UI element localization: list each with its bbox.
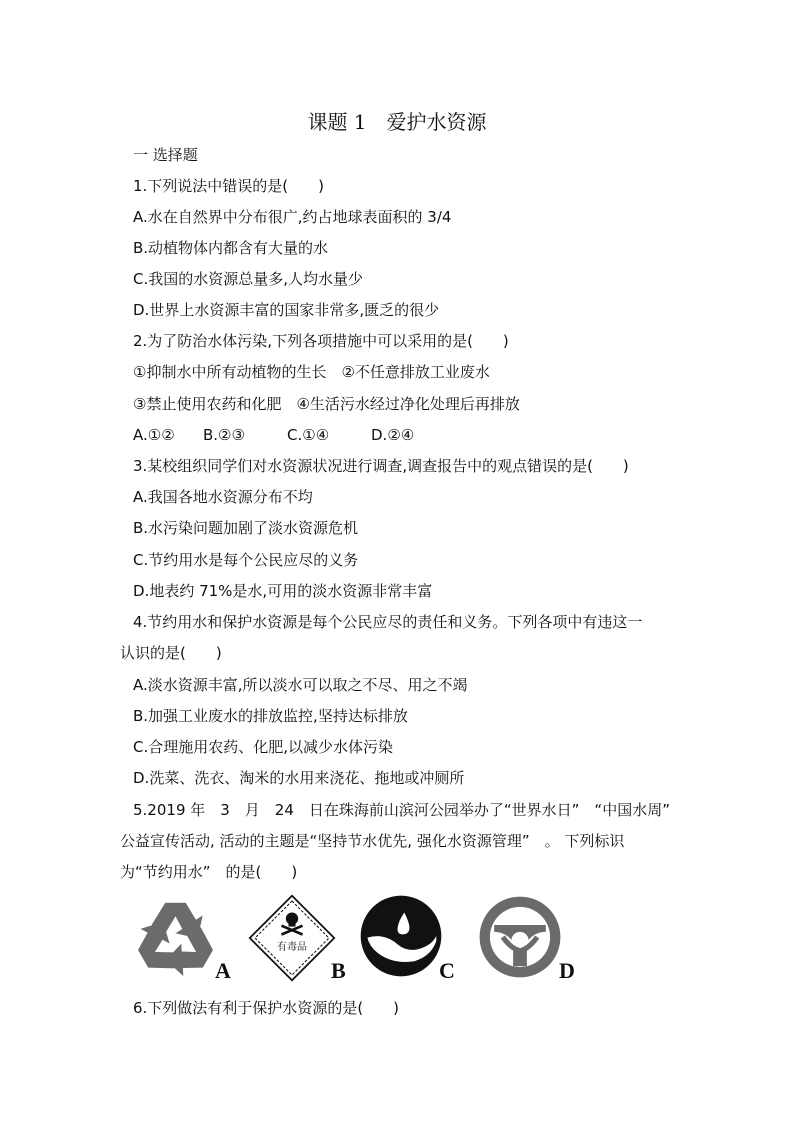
water-saving-icon [359,894,443,978]
q2-options [133,425,414,445]
q4-option-c: C.合理施用农药、化肥,以减少水体污染 [133,738,394,756]
q1-option-d: D.世界上水资源丰富的国家非常多,匮乏的很少 [133,301,440,319]
q2-statements-2: ③禁止使用农药和化肥 ④生活污水经过净化处理后再排放 [133,395,520,413]
q2-statements-1: ①抑制水中所有动植物的生长 ②不任意排放工业废水 [133,363,490,381]
recycle-icon [133,894,218,976]
q3-stem: 3.某校组织同学们对水资源状况进行调查,调查报告中的观点错误的是( ) [133,457,629,475]
q4-option-a: A.淡水资源丰富,所以淡水可以取之不尽、用之不竭 [133,676,468,694]
q2-option-d: D.②④ [371,426,415,444]
q1-option-b: B.动植物体内都含有大量的水 [133,239,329,257]
q3-option-b: B.水污染问题加剧了淡水资源危机 [133,519,359,537]
q4-stem-line2: 认识的是( ) [120,644,222,662]
q1-stem: 1.下列说法中错误的是( ) [133,177,325,195]
logo-label-c: C [439,958,455,983]
logo-label-d: D [559,958,575,983]
page-title: 课题 1 爱护水资源 [307,110,487,134]
q1-option-a: A.水在自然界中分布很广,约占地球表面积的 3/4 [133,208,452,226]
q5-logo-options [133,894,593,984]
q4-option-b: B.加强工业废水的排放监控,坚持达标排放 [133,707,408,725]
q5-stem-line3: 为“节约用水” 的是( ) [120,863,298,881]
q3-option-c: C.节约用水是每个公民应尽的义务 [133,551,359,569]
q5-stem-line2: 公益宣传活动, 活动的主题是“坚持节水优先, 强化水资源管理” 。 下列标识 [120,832,625,850]
q5-stem-line1: 5.2019 年 3 月 24 日在珠海前山滨河公园举办了“世界水日” “中国水周” [133,801,670,819]
q4-stem-line1: 4.节约用水和保护水资源是每个公民应尽的责任和义务。下列各项中有违这一 [133,613,643,631]
q1-option-c: C.我国的水资源总量多,人均水量少 [133,270,364,288]
q2-option-b: B.②③ [203,426,245,444]
emblem-icon [477,894,563,980]
q3-option-a: A.我国各地水资源分布不均 [133,488,313,506]
poison-label-text: 有毒品 [277,942,307,953]
q2-option-c: C.①④ [287,426,330,444]
logo-label-a: A [215,958,231,983]
section-heading: 一 选择题 [133,146,198,164]
q2-stem: 2.为了防治水体污染,下列各项措施中可以采用的是( ) [133,332,509,350]
q6-stem: 6.下列做法有利于保护水资源的是( ) [133,999,400,1017]
q2-option-a: A.①② [133,426,175,444]
q4-option-d: D.洗菜、洗衣、淘米的水用来浇花、拖地或冲厕所 [133,769,465,787]
logo-label-b: B [331,958,346,983]
q3-option-d: D.地表约 71%是水,可用的淡水资源非常丰富 [133,582,433,600]
